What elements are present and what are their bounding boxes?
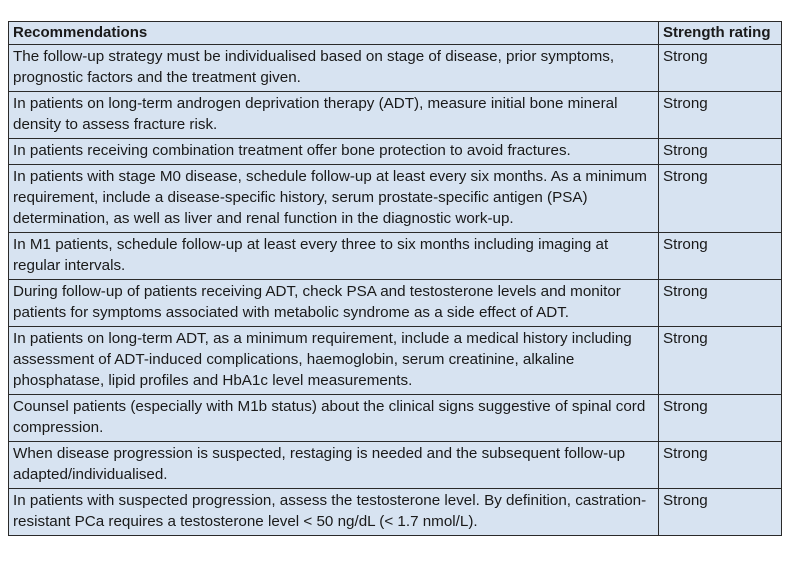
- strength-rating-cell: Strong: [659, 280, 782, 327]
- table-header-row: [9, 22, 782, 45]
- recommendation-cell: During follow-up of patients receiving ADT, check PSA and testosterone levels and monitor patients for symptoms associated with metabolic syndrome as a side effect of ADT.: [9, 280, 659, 327]
- strength-rating-cell: Strong: [659, 442, 782, 489]
- recommendation-cell: In M1 patients, schedule follow-up at least every three to six months including imaging at regular intervals.: [9, 233, 659, 280]
- strength-rating-cell: Strong: [659, 139, 782, 165]
- header-strength-rating: Strength rating: [659, 22, 782, 45]
- table-row: [9, 233, 782, 280]
- recommendation-cell: In patients on long-term ADT, as a minimum requirement, include a medical history including assessment of ADT-induced complications, haemoglobin, serum creatinine, alkaline phosphatase, lipid profiles and HbA1c level measurements.: [9, 327, 659, 395]
- table-row: [9, 280, 782, 327]
- strength-rating-cell: Strong: [659, 327, 782, 395]
- table-row: [9, 327, 782, 395]
- recommendation-cell: When disease progression is suspected, restaging is needed and the subsequent follow-up adapted/individualised.: [9, 442, 659, 489]
- recommendations-table: [8, 21, 782, 536]
- strength-rating-cell: Strong: [659, 92, 782, 139]
- recommendation-cell: In patients receiving combination treatment offer bone protection to avoid fractures.: [9, 139, 659, 165]
- strength-rating-cell: Strong: [659, 395, 782, 442]
- recommendations-table-container: [8, 21, 782, 536]
- recommendation-cell: In patients on long-term androgen deprivation therapy (ADT), measure initial bone mineral density to assess fracture risk.: [9, 92, 659, 139]
- table-row: [9, 395, 782, 442]
- strength-rating-cell: Strong: [659, 489, 782, 536]
- table-row: [9, 139, 782, 165]
- header-recommendations: Recommendations: [9, 22, 659, 45]
- recommendation-cell: Counsel patients (especially with M1b status) about the clinical signs suggestive of spinal cord compression.: [9, 395, 659, 442]
- table-row: [9, 45, 782, 92]
- strength-rating-cell: Strong: [659, 233, 782, 280]
- recommendation-cell: The follow-up strategy must be individualised based on stage of disease, prior symptoms, prognostic factors and the treatment given.: [9, 45, 659, 92]
- table-row: [9, 92, 782, 139]
- strength-rating-cell: Strong: [659, 45, 782, 92]
- recommendation-cell: In patients with suspected progression, assess the testosterone level. By definition, castration-resistant PCa requires a testosterone level < 50 ng/dL (< 1.7 nmol/L).: [9, 489, 659, 536]
- table-row: [9, 489, 782, 536]
- recommendation-cell: In patients with stage M0 disease, schedule follow-up at least every six months. As a minimum requirement, include a disease-specific history, serum prostate-specific antigen (PSA) determination, as well as liver and renal function in the diagnostic work-up.: [9, 165, 659, 233]
- table-row: [9, 165, 782, 233]
- table-row: [9, 442, 782, 489]
- strength-rating-cell: Strong: [659, 165, 782, 233]
